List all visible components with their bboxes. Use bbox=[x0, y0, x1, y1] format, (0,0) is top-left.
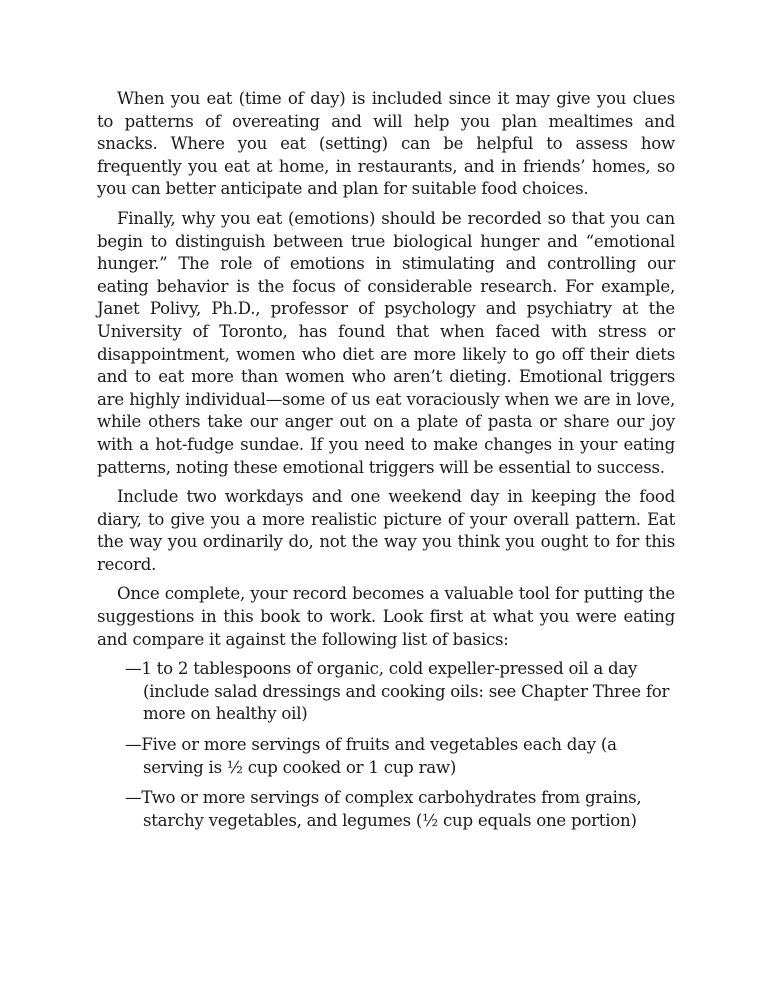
paragraph-food-diary: Include two workdays and one weekend day in keeping the food diary, to give you a more realistic picture of your overall pattern. Eat the way you ordinarily do, not the way you think you ought to for this record. bbox=[97, 487, 675, 574]
paragraph-record-tool: Once complete, your record becomes a valuable tool for putting the suggestions in this book to work. Look first at what you were eating and compare it against the following list of basics: bbox=[97, 584, 675, 649]
basics-list bbox=[97, 658, 675, 832]
list-item-fruits-vegetables: —Five or more servings of fruits and vegetables each day (a serving is ½ cup cooked or 1 cup raw) bbox=[125, 735, 617, 777]
list-item-complex-carbohydrates: —Two or more servings of complex carbohydrates from grains, starchy vegetables, and legumes (½ cup equals one portion) bbox=[125, 788, 642, 830]
paragraph-when-where: When you eat (time of day) is included since it may give you clues to patterns of overeating and will help you plan mealtimes and snacks. Where you eat (setting) can be helpful to assess how frequently you eat at home, in restaurants, and in friends’ homes, so you can better anticipate and plan for suitable food choices. bbox=[97, 89, 675, 199]
list-item-oil: —1 to 2 tablespoons of organic, cold expeller-pressed oil a day (include salad dressings and cooking oils: see Chapter Three for more on healthy oil) bbox=[125, 659, 670, 724]
page-text bbox=[97, 88, 675, 840]
paragraph-emotions: Finally, why you eat (emotions) should be recorded so that you can begin to distinguish between true biological hunger and “emotional hunger.” The role of emotions in stimulating and controlling our eating behavior is the focus of considerable research. For example, Janet Polivy, Ph.D., professor of psychology and psychiatry at the University of Toronto, has found that when faced with stress or disappointment, women who diet are more likely to go off their diets and to eat more than women who aren’t dieting. Emotional triggers are highly individual—some of us eat voraciously when we are in love, while others take our anger out on a plate of pasta or share our joy with a hot-fudge sundae. If you need to make changes in your eating patterns, noting these emotional triggers will be essential to success. bbox=[97, 208, 675, 477]
